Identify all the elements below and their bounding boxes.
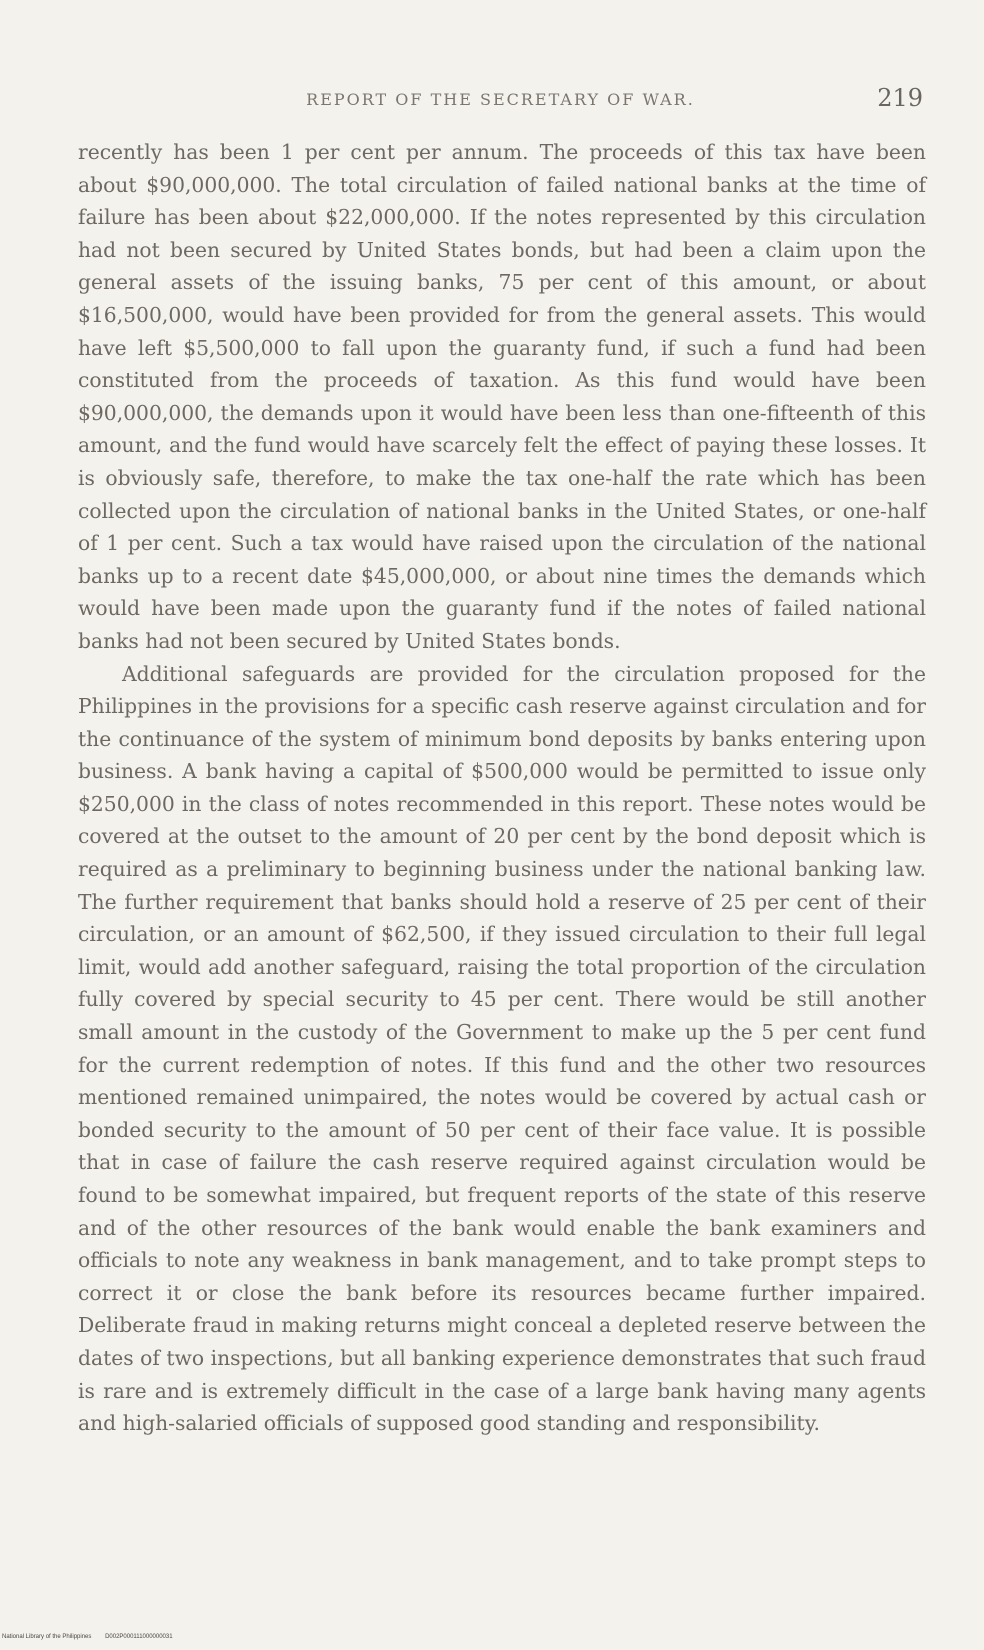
scan-footer — [2, 1634, 185, 1640]
page-number: 219 — [877, 84, 923, 112]
running-head: REPORT OF THE SECRETARY OF WAR. — [306, 90, 695, 109]
page-header — [78, 84, 923, 118]
body-text — [78, 136, 926, 1440]
footer-identifier: D002P000111000000031 — [105, 1634, 173, 1640]
paragraph-2: Additional safeguards are provided for the circulation proposed for the Philippines in the provisions for a specific cash reserve against circulation and for the continuance of the system of minimum bond deposits by banks entering upon business. A bank having a capital of $500,000 would be permitted to issue only $250,000 in the class of notes recommended in this report. These notes would be covered at the outset to the amount of 20 per cent by the bond deposit which is required as a preliminary to beginning business under the national banking law. The further requirement that banks should hold a reserve of 25 per cent of their circulation, or an amount of $62,500, if they issued circulation to their full legal limit, would add another safeguard, raising the total proportion of the circulation fully covered by special security to 45 per cent. There would be still another small amount in the custody of the Government to make up the 5 per cent fund for the current redemption of notes. If this fund and the other two resources mentioned remained unimpaired, the notes would be covered by actual cash or bonded security to the amount of 50 per cent of their face value. It is possible that in case of failure the cash reserve required against circulation would be found to be somewhat impaired, but frequent reports of the state of this reserve and of the other resources of the bank would enable the bank examiners and officials to note any weakness in bank management, and to take prompt steps to correct it or close the bank before its resources became further impaired. Deliberate fraud in making returns might conceal a depleted reserve between the dates of two inspections, but all banking experience demonstrates that such fraud is rare and is extremely difficult in the case of a large bank having many agents and high-salaried officials of supposed good standing and responsibility. — [78, 661, 926, 1436]
footer-library: National Library of the Philippines — [2, 1634, 92, 1640]
paragraph-1: recently has been 1 per cent per annum. The proceeds of this tax have been about $90,000,000. The total circulation of failed national banks at the time of failure has been about $22,000,000. If the notes represented by this circulation had not been secured by United States bonds, but had been a claim upon the general assets of the issuing banks, 75 per cent of this amount, or about $16,500,000, would have been provided for from the general assets. This would have left $5,500,000 to fall upon the guaranty fund, if such a fund had been constituted from the proceeds of taxation. As this fund would have been $90,000,000, the demands upon it would have been less than one-fifteenth of this amount, and the fund would have scarcely felt the effect of paying these losses. It is obviously safe, therefore, to make the tax one-half the rate which has been collected upon the circulation of national banks in the United States, or one-half of 1 per cent. Such a tax would have raised upon the circulation of the national banks up to a recent date $45,000,000, or about nine times the demands which would have been made upon the guaranty fund if the notes of failed national banks had not been secured by United States bonds. — [78, 140, 926, 653]
